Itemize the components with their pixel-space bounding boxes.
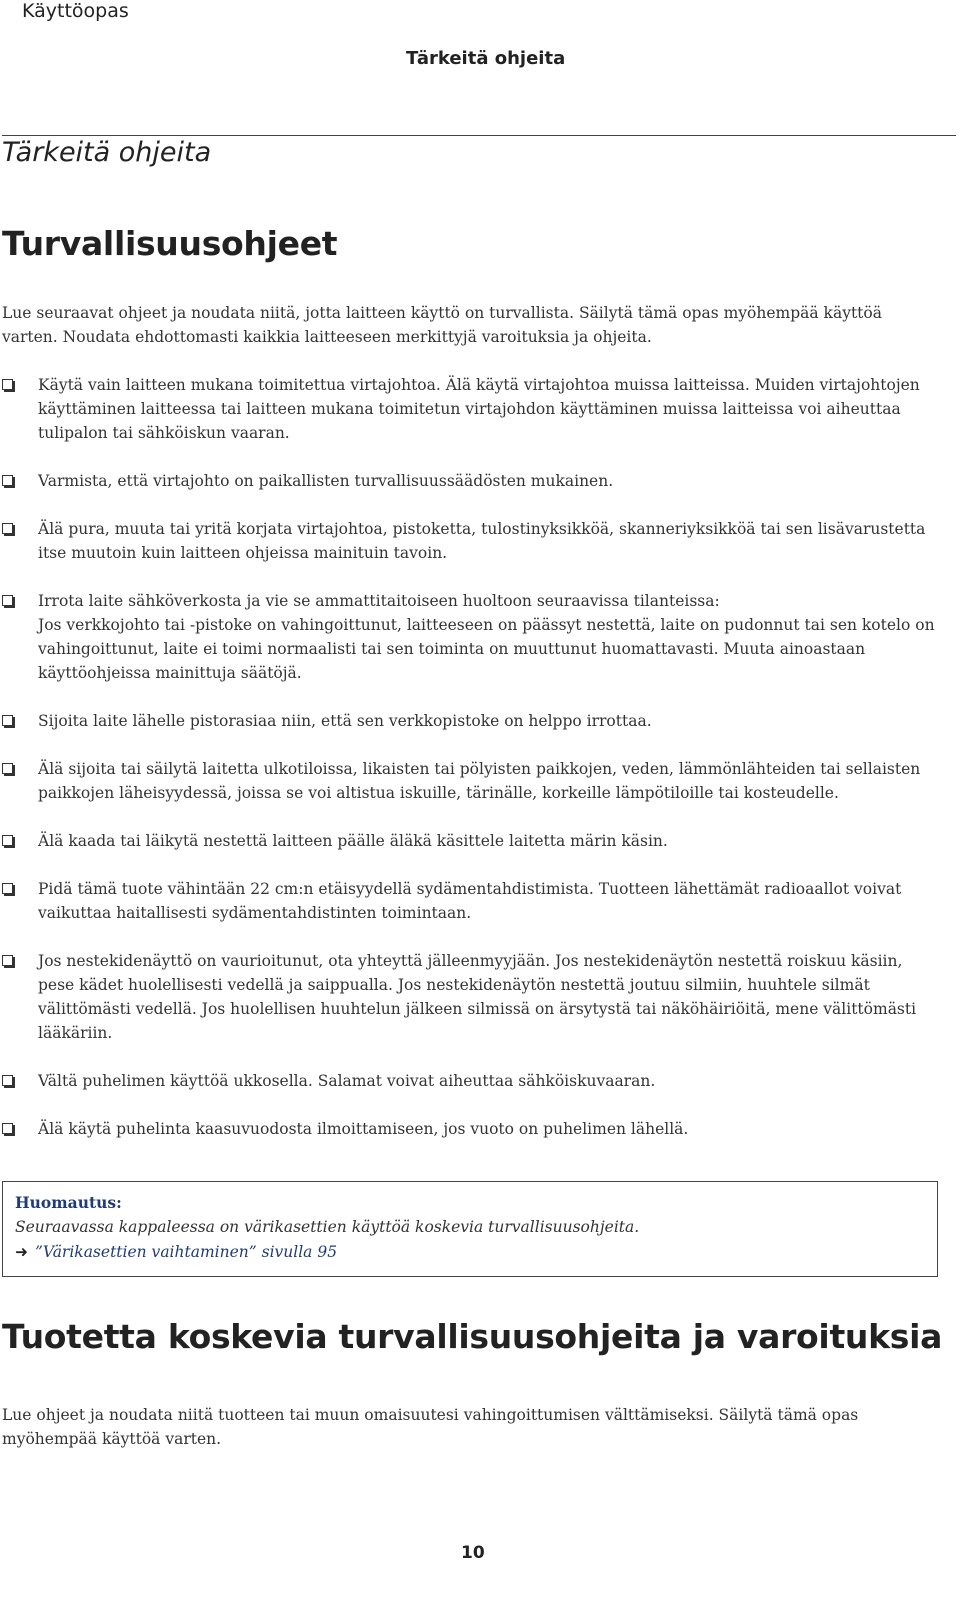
list-item-text: Pidä tämä tuote vähintään 22 cm:n etäisyydellä sydämentahdistimista. Tuotteen lähettämät radioaallot voivat vaikuttaa haitallisesti sydämentahdistinten toimintaan. [38, 880, 902, 922]
list-item [2, 757, 937, 805]
list-item-text: Vältä puhelimen käyttöä ukkosella. Salamat voivat aiheuttaa sähköiskuvaaran. [38, 1072, 656, 1090]
list-item-text: Älä käytä puhelinta kaasuvuodosta ilmoittamiseen, jos vuoto on puhelimen lähellä. [38, 1120, 689, 1138]
cross-reference-link[interactable]: ”Värikasettien vaihtaminen” sivulla 95 [35, 1243, 338, 1261]
list-item-text: Varmista, että virtajohto on paikallisten turvallisuussäädösten mukainen. [38, 472, 614, 490]
section-title-safety: Turvallisuusohjeet [2, 224, 338, 263]
document-label: Käyttöopas [22, 0, 129, 22]
checkbox-bullet-icon [2, 715, 13, 726]
list-item-text: Irrota laite sähköverkosta ja vie se ammattitaitoiseen huoltoon seuraavissa tilanteissa: [38, 592, 720, 610]
list-item-extra-text: Jos verkkojohto tai -pistoke on vahingoittunut, laitteeseen on päässyt nestettä, laite on pudonnut tai sen kotelo on vahingoittunut, laite ei toimi normaalisti tai sen toiminta on muuttunut huomattavasti. Muuta ainoastaan käyttöohjeissa mainittuja säätöjä. [38, 616, 935, 682]
chapter-divider [2, 135, 956, 136]
checkbox-bullet-icon [2, 1075, 13, 1086]
chapter-title: Tärkeitä ohjeita [2, 137, 212, 168]
note-heading: Huomautus: [15, 1193, 122, 1212]
section-title-product-safety: Tuotetta koskevia turvallisuusohjeita ja varoituksia [2, 1317, 943, 1356]
checkbox-bullet-icon [2, 763, 13, 774]
note-box [2, 1181, 938, 1277]
safety-list [2, 373, 937, 1165]
checkbox-bullet-icon [2, 475, 13, 486]
section-intro-product-safety: Lue ohjeet ja noudata niitä tuotteen tai muun omaisuutesi vahingoittumisen välttämiseksi. Säilytä tämä opas myöhempää käyttöä varten. [2, 1406, 859, 1448]
arrow-right-icon: ➜ [15, 1243, 28, 1261]
checkbox-bullet-icon [2, 379, 13, 390]
list-item [2, 877, 937, 925]
list-item-text: Älä kaada tai läikytä nestettä laitteen päälle äläkä käsittele laitetta märin käsin. [38, 832, 668, 850]
list-item-text: Jos nestekidenäyttö on vaurioitunut, ota yhteyttä jälleenmyyjään. Jos nestekidenäytön nestettä roiskuu käsiin, pese kädet huolellisesti vedellä ja saippualla. Jos nestekidenäytön nestettä joutuu silmiin, huuhtele silmät välittömästi vedellä. Jos huolellisen huuhtelun jälkeen silmissä on ärsytystä tai näköhäiriöitä, mene välittömästi lääkäriin. [38, 952, 917, 1042]
page-number: 10 [461, 1543, 485, 1563]
list-item [2, 1069, 937, 1093]
note-text: Seuraavassa kappaleessa on värikasettien käyttöä koskevia turvallisuusohjeita. [15, 1218, 640, 1236]
list-item [2, 949, 937, 1045]
list-item-text: Älä sijoita tai säilytä laitetta ulkotiloissa, likaisten tai pölyisten paikkojen, veden, lämmönlähteiden tai sellaisten paikkojen läheisyydessä, joissa se voi altistua iskuille, tärinälle, korkeille lämpötiloille tai kosteudelle. [38, 760, 921, 802]
checkbox-bullet-icon [2, 595, 13, 606]
checkbox-bullet-icon [2, 1123, 13, 1134]
list-item [2, 1117, 937, 1141]
list-item-text: Sijoita laite lähelle pistorasiaa niin, että sen verkkopistoke on helppo irrottaa. [38, 712, 652, 730]
list-item [2, 709, 937, 733]
list-item [2, 469, 937, 493]
list-item [2, 373, 937, 445]
checkbox-bullet-icon [2, 835, 13, 846]
note-link-row [15, 1240, 925, 1265]
checkbox-bullet-icon [2, 883, 13, 894]
list-item [2, 517, 937, 565]
checkbox-bullet-icon [2, 523, 13, 534]
checkbox-bullet-icon [2, 955, 13, 966]
list-item [2, 829, 937, 853]
list-item-text: Käytä vain laitteen mukana toimitettua virtajohtoa. Älä käytä virtajohtoa muissa laitteissa. Muiden virtajohtojen käyttäminen laitteessa tai laitteen mukana toimitetun virtajohdon käyttäminen muissa laitteissa voi aiheuttaa tulipalon tai sähköiskun vaaran. [38, 376, 920, 442]
section-intro: Lue seuraavat ohjeet ja noudata niitä, jotta laitteen käyttö on turvallista. Säilytä tämä opas myöhempää käyttöä varten. Noudata ehdottomasti kaikkia laitteeseen merkittyjä varoituksia ja ohjeita. [2, 304, 882, 346]
list-item-text: Älä pura, muuta tai yritä korjata virtajohtoa, pistoketta, tulostinyksikköä, skanneriyksikköä tai sen lisävarustetta itse muutoin kuin laitteen ohjeissa mainituin tavoin. [38, 520, 926, 562]
list-item [2, 589, 937, 685]
running-head: Tärkeitä ohjeita [406, 48, 566, 69]
